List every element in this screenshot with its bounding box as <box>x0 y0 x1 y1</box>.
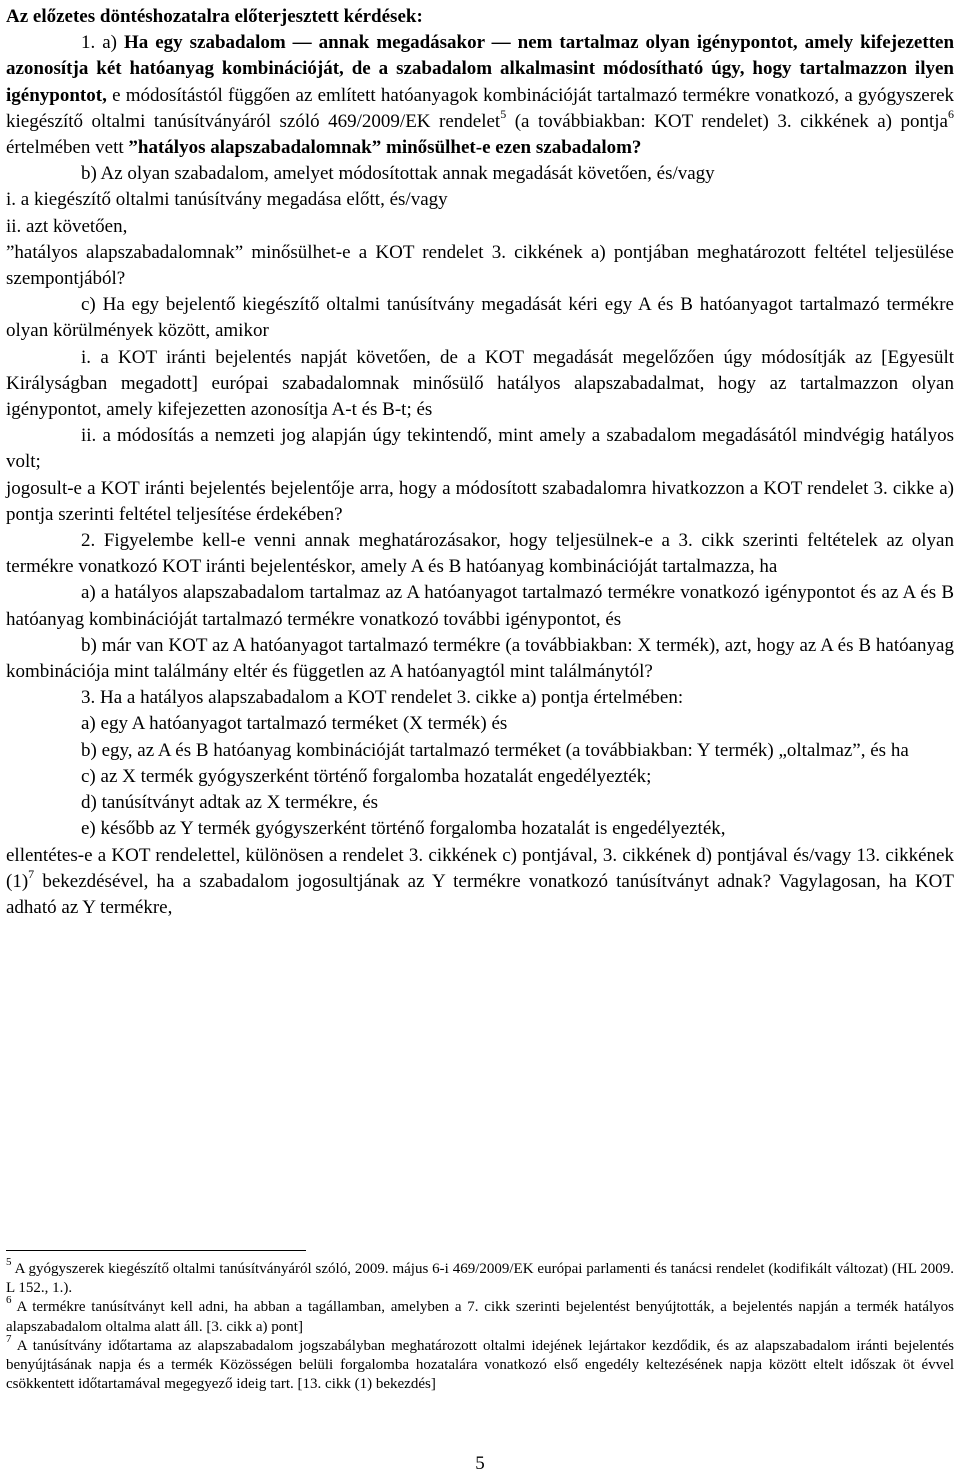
question-1a-bold: Ha egy szabadalom — annak megadásakor — nem tartalmaz olyan igénypontot, amely kifejezetten azonosítja két hatóanyag kombinációját, de a szabadalom alkalmasint módosítható úgy, hogy tartalmazzon ilyen igénypontot, <box>6 32 955 106</box>
footnotes <box>6 1256 954 1394</box>
page-number: 5 <box>475 1453 485 1474</box>
question-1b-end: ”hatályos alapszabadalomnak” minősülhet-e a KOT rendelet 3. cikkének a) pontjában meghatározott feltétel teljesülése szempontjából? <box>6 241 954 290</box>
question-number: 1. <box>81 32 96 54</box>
question-3-a: a) egy A hatóanyagot tartalmazó terméket (X termék) és <box>81 713 508 735</box>
footnote-ref-7: 7 <box>28 867 35 882</box>
question-3-intro: 3. Ha a hatályos alapszabadalom a KOT rendelet 3. cikke a) pontja értelmében: <box>81 687 684 709</box>
question-3-end: ellentétes-e a KOT rendelettel, különösen a rendelet 3. cikkének c) pontjával, 3. cikkének d) pontjával és/vagy 13. cikkének $(1)^7$ bekezdésével, ha a szabadalom jogosultjának az Y termékre vonatkozó tanúsítványt adnak? Vagylagosan, ha KOT adható az Y termékre, <box>6 844 954 918</box>
question-letter: a) <box>102 32 117 54</box>
question-1c-item-i: i. a KOT iránti bejelentés napját követően, de a KOT megadását megelőzően úgy módosítják az [Egyesült Királyságban megadott] európai szabadalomnak minősülő hatályos alapszabadalmat, hogy az tartalmazzon olyan igénypontot, amely kifejezetten azonosítja A-t és B-t; és <box>6 346 954 421</box>
section-heading: Az előzetes döntéshozatalra előterjesztett kérdések: <box>6 6 423 27</box>
footnote-ref-6: 6 <box>948 107 954 122</box>
document-body <box>6 4 954 921</box>
question-3-c: c) az X termék gyógyszerként történő forgalomba hozatalát engedélyezték; <box>81 765 652 787</box>
question-2-b: b) már van KOT az A hatóanyagot tartalmazó termékre (a továbbiakban: X termék), azt, hogy az A és B hatóanyag kombinációja mint találmány eltér és független az A hatóanyagtól mint találmánytól? <box>6 634 954 683</box>
footnote-ref-5: 5 <box>500 107 507 122</box>
question-1b-item-i: i. a kiegészítő oltalmi tanúsítvány megadása előtt, és/vagy <box>6 189 448 211</box>
question-3-d: d) tanúsítványt adtak az X termékre, és <box>81 792 379 814</box>
question-3-b: b) egy, az A és B hatóanyag kombinációját tartalmazó terméket (a továbbiakban: Y termék) „oltalmaz”, és ha <box>81 739 909 761</box>
question-2-a: a) a hatályos alapszabadalom tartalmaz az A hatóanyagot tartalmazó termékre vonatkozó igénypontot és az A és B hatóanyag kombinációját tartalmazó termékre vonatkozó további igénypontot, és <box>6 582 954 630</box>
footnote-6: $^6$ A termékre tanúsítványt kell adni, ha abban a tagállamban, amelyben a 7. cikk szerinti bejelentést benyújtották, a bejelentés napján a termék hatályos alapszabadalom oltalma alatt áll. [3. cikk a) pont] <box>6 1294 954 1335</box>
question-1b-item-ii: ii. azt követően, <box>6 215 128 237</box>
question-1c-item-ii: ii. a módosítás a nemzeti jog alapján úgy tekintendő, mint amely a szabadalom megadásától mindvégig hatályos volt; <box>6 425 954 473</box>
question-1b-intro: b) Az olyan szabadalom, amelyet módosítottak annak megadását követően, és/vagy <box>81 163 715 185</box>
question-1c-intro: c) Ha egy bejelentő kiegészítő oltalmi tanúsítvány megadását kéri egy A és B hatóanyagot tartalmazó termékre olyan körülmények között, amikor <box>6 294 954 342</box>
question-1c-end: jogosult-e a KOT iránti bejelentés bejelentője arra, hogy a módosított szabadalomra hivatkozzon a KOT rendelet 3. cikke a) pontja szerinti feltétel teljesítése érdekében? <box>6 477 954 525</box>
question-1a: 1. a) Ha egy szabadalom — annak megadásakor — nem tartalmaz olyan igénypontot, amely kifejezetten azonosítja két hatóanyag kombinációját, de a szabadalom alkalmasint módosítható úgy, hogy tartalmazzon ilyen igénypontot, e módosítástól függően az említett hatóanyagok kombinációját tartalmazó termékre vonatkozó, a gyógyszerek kiegészítő oltalmi tanúsítványáról szóló 469/2009/EK rendelet$^5$ (a továbbiakban: KOT rendelet) 3. cikkének a) pontja$^6$ értelmében vett ”hatályos alapszabadalomnak” minősülhet-e ezen szabadalom? <box>6 32 955 159</box>
question-3-e: e) később az Y termék gyógyszerként történő forgalomba hozatalát is engedélyezték, <box>81 818 726 840</box>
question-2-intro: 2. Figyelembe kell-e venni annak meghatározásakor, hogy teljesülnek-e a 3. cikk szerinti feltételek az olyan termékre vonatkozó KOT iránti bejelentéskor, amely A és B hatóanyag kombinációját tartalmazza, ha <box>6 530 954 578</box>
footnote-5: $^5$ A gyógyszerek kiegészítő oltalmi tanúsítványáról szóló, 2009. május 6-i 469/2009/EK európai parlamenti és tanácsi rendelet (kodifikált változat) (HL 2009. L 152., 1.). <box>6 1256 954 1297</box>
footnote-separator <box>6 1250 306 1251</box>
footnote-7: $^7$ A tanúsítvány időtartama az alapszabadalom jogszabályban meghatározott oltalmi idejének lejártakor kezdődik, és az alapszabadalom iránti bejelentés benyújtásának napja és a termék Közösségen belüli forgalomba hozatalára vonatkozó első engedély keltezésének napja között eltelt időszak öt évvel csökkentett időtartamával megegyező ideig tart. [13. cikk (1) bekezdés] <box>6 1332 954 1393</box>
